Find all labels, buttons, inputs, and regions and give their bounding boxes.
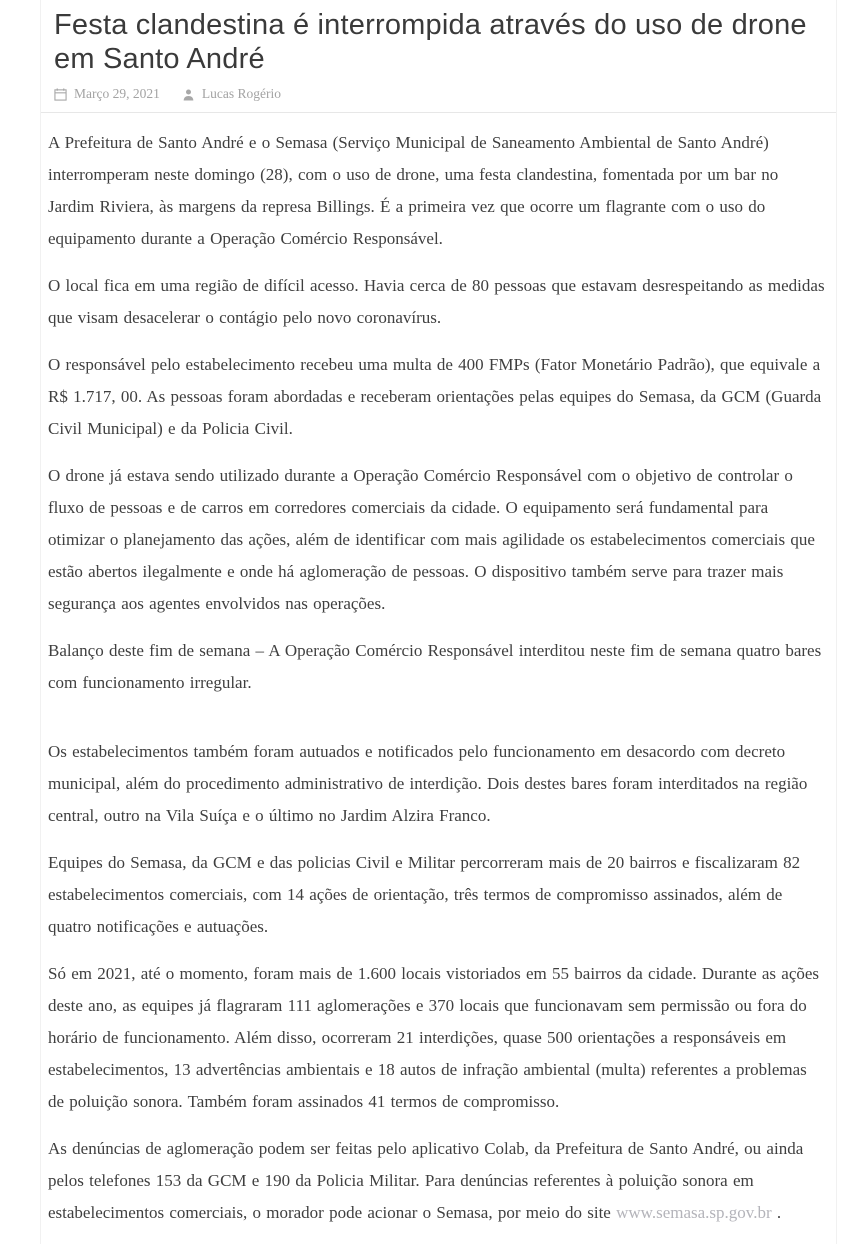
post-meta bbox=[54, 86, 826, 102]
page-title: Festa clandestina é interrompida através do uso de drone em Santo André bbox=[54, 9, 807, 75]
closing-text-before-link: As denúncias de aglomeração podem ser feitas pelo aplicativo Colab, da Prefeitura de Santo André, ou ainda pelos telefones 153 da GCM e 190 da Policia Militar. Para denúncias referentes à poluição sonora em estabelecimentos comerciais, o morador pode acionar o Semasa, por meio do site bbox=[48, 1139, 804, 1222]
article-paragraph: O local fica em uma região de difícil acesso. Havia cerca de 80 pessoas que estavam desrespeitando as medidas que visam desacelerar o contágio pelo novo coronavírus. bbox=[48, 276, 825, 327]
user-icon bbox=[182, 88, 195, 101]
article-paragraph: A Prefeitura de Santo André e o Semasa (Serviço Municipal de Saneamento Ambiental de Santo André) interromperam neste domingo (28), com o uso de drone, uma festa clandestina, fomentada por um bar no Jardim Riviera, às margens da represa Billings. É a primeira vez que ocorre um flagrante com o uso do equipamento durante a Operação Comércio Responsável. bbox=[48, 133, 779, 248]
meta-author bbox=[182, 86, 281, 102]
article-paragraph: Equipes do Semasa, da GCM e das policias Civil e Militar percorreram mais de 20 bairros e fiscalizaram 82 estabelecimentos comerciais, com 14 ações de orientação, três termos de compromisso assinados, além de quatro notificações e autuações. bbox=[48, 853, 801, 936]
article-paragraph: Balanço deste fim de semana – A Operação Comércio Responsável interditou neste fim de semana quatro bares com funcionamento irregular. bbox=[48, 641, 822, 692]
article-paragraph: Os estabelecimentos também foram autuados e notificados pelo funcionamento em desacordo com decreto municipal, além do procedimento administrativo de interdição. Dois destes bares foram interditados na região central, outro na Vila Suíça e o último no Jardim Alzira Franco. bbox=[48, 742, 808, 825]
closing-text-after-link: . bbox=[771, 1203, 782, 1222]
closing-paragraph bbox=[48, 1133, 826, 1229]
article-paragraph: O drone já estava sendo utilizado durante a Operação Comércio Responsável com o objetivo de controlar o fluxo de pessoas e de carros em corredores comerciais da cidade. O equipamento será fundamental para otimizar o planejamento das ações, além de identificar com mais agilidade os estabelecimentos comerciais que estão abertos ilegalmente e onde há aglomeração de pessoas. O dispositivo também serve para trazer mais segurança aos agentes envolvidos nas operações. bbox=[48, 466, 815, 613]
article-paragraph: O responsável pelo estabelecimento recebeu uma multa de 400 FMPs (Fator Monetário Padrão), que equivale a R$ 1.717, 00. As pessoas foram abordadas e receberam orientações pelas equipes do Semasa, da GCM (Guarda Civil Municipal) e da Policia Civil. bbox=[48, 355, 822, 438]
meta-date bbox=[54, 86, 160, 102]
semasa-website-link[interactable]: www.semasa.sp.gov.br bbox=[616, 1203, 772, 1222]
article-container bbox=[40, 0, 837, 1244]
article-body bbox=[48, 113, 826, 1229]
post-author-label: Lucas Rogério bbox=[201, 86, 281, 101]
post-date-label: Março 29, 2021 bbox=[74, 86, 160, 101]
calendar-icon bbox=[54, 88, 67, 101]
article-paragraph: Só em 2021, até o momento, foram mais de 1.600 locais vistoriados em 55 bairros da cidade. Durante as ações deste ano, as equipes já flagraram 111 aglomerações e 370 locais que funcionavam sem permissão ou fora do horário de funcionamento. Além disso, ocorreram 21 interdições, quase 500 orientações a responsáveis em estabelecimentos, 13 advertências ambientais e 18 autos de infração ambiental (multa) referentes a problemas de poluição sonora. Também foram assinados 41 termos de compromisso. bbox=[48, 964, 820, 1111]
